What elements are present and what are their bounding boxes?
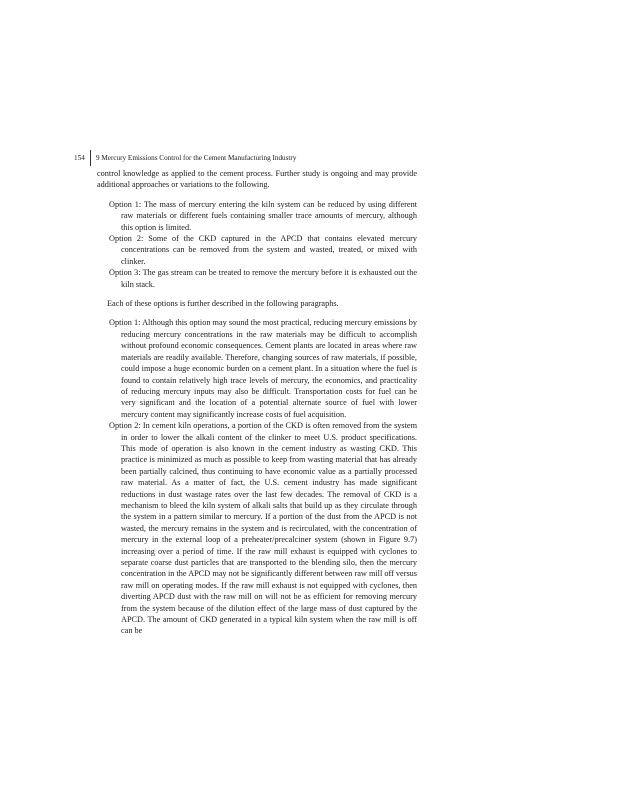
option-2-detail: Option 2: In cement kiln operations, a portion of the CKD is often removed from the system in order to lower the alkali content of the clinker to meet U.S. product specifications. This mode of operation is also known in the cement industry as wasting CKD. This practice is minimized as much as possible to keep from wasting material that has already been partially calcined, thus continuing to have economic value as a partially processed raw material. As a matter of fact, the U.S. cement industry has made significant reductions in dust wastage rates over the last few decades. The removal of CKD is a mechanism to bleed the kiln system of alkali salts that build up as they circulate through the system in a pattern similar to mercury. If a portion of the dust from the APCD is not wasted, the mercury remains in the system and is recirculated, with the concentration of mercury in the external loop of a preheater/precalciner system (shown in Figure 9.7) increasing over a period of time. If the raw mill exhaust is equipped with cyclones to separate coarse dust particles that are transported to the blending silo, then the mercury concentration in the APCD may not be significantly different between raw mill off versus raw mill on operating modes. If the raw mill exhaust is not equipped with cyclones, then diverting APCD dust with the raw mill on will not be as efficient for removing mercury from the system because of the dilution effect of the large mass of dust captured by the APCD. The amount of CKD generated in a typical kiln system when the raw mill is off can be <box>109 421 417 636</box>
page-body <box>97 168 417 637</box>
running-head: 9 Mercury Emissions Control for the Cement Manufacturing Industry <box>96 154 297 162</box>
transition-paragraph: Each of these options is further described in the following paragraphs. <box>107 299 339 309</box>
intro-paragraph: control knowledge as applied to the cement process. Further study is ongoing and may provide additional approaches or variations to the following. <box>97 169 417 190</box>
option-3-summary: Option 3: The gas stream can be treated to remove the mercury before it is exhausted out the kiln stack. <box>109 268 417 289</box>
page-header <box>74 150 434 166</box>
page-number: 154 <box>74 154 85 162</box>
header-divider <box>90 150 91 166</box>
option-2-summary: Option 2: Some of the CKD captured in the APCD that contains elevated mercury concentrations can be removed from the system and wasted, treated, or mixed with clinker. <box>109 234 417 266</box>
option-1-detail: Option 1: Although this option may sound the most practical, reducing mercury emissions by reducing mercury concentrations in the raw materials may be difficult to accomplish without profound economic consequences. Cement plants are located in areas where raw materials are readily available. Therefore, changing sources of raw materials, if possible, could impose a huge economic burden on a cement plant. In a situation where the fuel is found to contain relatively high trace levels of mercury, the economics, and practicality of reducing mercury inputs may also be difficult. Transportation costs for fuel can be very significant and the location of a potential alternate source of fuel with lower mercury content may significantly increase costs of fuel acquisition. <box>109 318 417 419</box>
option-1-summary: Option 1: The mass of mercury entering the kiln system can be reduced by using different raw materials or different fuels containing smaller trace amounts of mercury, although this option is limited. <box>109 199 417 232</box>
